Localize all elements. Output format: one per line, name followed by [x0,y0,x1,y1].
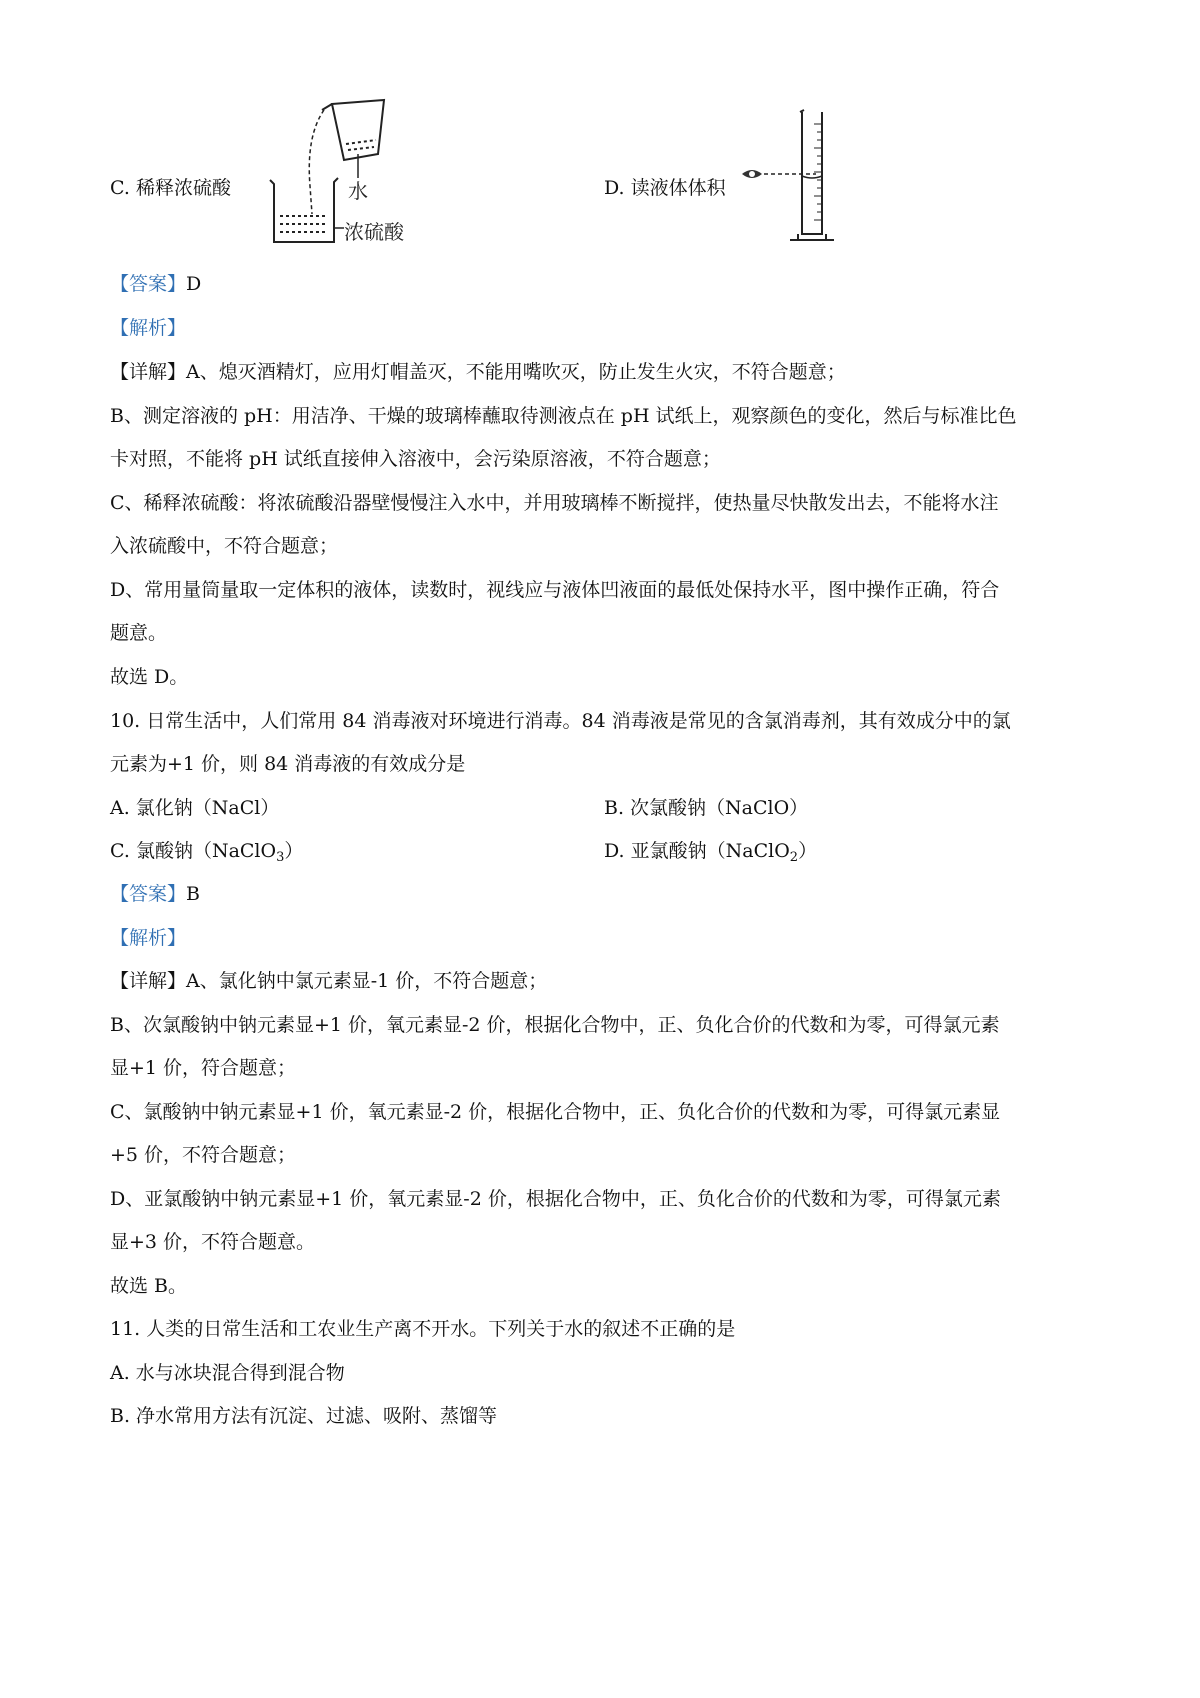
dilution-figure [262,96,412,266]
q9-answer: 【答案】D [110,273,202,295]
q10-analysis-tag: 【解析】 [110,927,187,949]
graduated-cylinder-icon [790,110,834,240]
q9-detail-6: 题意。 [110,622,168,644]
q10-option-a: A. 氯化钠（NaCl） [110,797,280,819]
eye-icon [742,170,762,178]
q10-detail-6: 显+3 价，不符合题意。 [110,1231,316,1253]
q10-answer: 【答案】B [110,883,200,905]
q10-detail-2: 显+1 价，符合题意； [110,1057,297,1079]
q11-stem: 11. 人类的日常生活和工农业生产离不开水。下列关于水的叙述不正确的是 [110,1318,736,1340]
q10-conclusion: 故选 B。 [110,1275,188,1297]
q10-option-d: D. 亚氯酸钠（NaClO$_2$） [604,840,818,865]
q11-option-b: B. 净水常用方法有沉淀、过滤、吸附、蒸馏等 [110,1405,498,1427]
acid-stream [309,110,324,214]
cylinder-figure [740,108,860,268]
q9-detail-2: 卡对照，不能将 pH 试纸直接伸入溶液中，会污染原溶液，不符合题意； [110,448,721,470]
q9-detail-3: C、稀释浓硫酸：将浓硫酸沿器壁慢慢注入水中，并用玻璃棒不断搅拌，使热量尽快散发出去，不能将水注 [110,492,999,514]
q9-analysis-tag: 【解析】 [110,317,187,339]
beaker-icon [270,178,338,242]
q10-option-b: B. 次氯酸钠（NaClO） [604,797,809,819]
q10-stem-1: 元素为+1 价，则 84 消毒液的有效成分是 [110,753,466,775]
q9-detail-1: B、测定溶液的 pH：用洁净、干燥的玻璃棒蘸取待测液点在 pH 试纸上，观察颜色的变化，然后与标准比色 [110,405,1017,427]
q10-detail-3: C、氯酸钠中钠元素显+1 价，氧元素显-2 价，根据化合物中，正、负化合价的代数和为零，可得氯元素显 [110,1101,1001,1123]
q9-detail-5: D、常用量筒量取一定体积的液体，读数时，视线应与液体凹液面的最低处保持水平，图中操作正确，符合 [110,579,1000,601]
q9-detail-4: 入浓硫酸中，不符合题意； [110,535,339,557]
cylinder-scale [814,124,822,220]
q10-detail-1: B、次氯酸钠中钠元素显+1 价，氧元素显-2 价，根据化合物中，正、负化合价的代数和为零，可得氯元素 [110,1014,1000,1036]
q10-detail-5: D、亚氯酸钠中钠元素显+1 价，氧元素显-2 价，根据化合物中，正、负化合价的代数和为零，可得氯元素 [110,1188,1001,1210]
water-label: 水 [348,179,368,203]
pouring-cup-icon [322,100,384,160]
q11-option-a: A. 水与冰块混合得到混合物 [110,1362,345,1384]
acid-label: 浓硫酸 [344,220,404,244]
q10-stem-0: 10. 日常生活中，人们常用 84 消毒液对环境进行消毒。84 消毒液是常见的含氯消毒剂，其有效成分中的氯 [110,710,1011,732]
q10-detail-4: +5 价，不符合题意； [110,1144,297,1166]
q9-conclusion: 故选 D。 [110,666,189,688]
q10-option-c: C. 氯酸钠（NaClO$_3$） [110,840,304,865]
liquid-surface [802,176,822,178]
q9-option-c: C. 稀释浓硫酸 [110,177,231,199]
q9-detail-0: 【详解】A、熄灭酒精灯，应用灯帽盖灭，不能用嘴吹灭，防止发生火灾，不符合题意； [110,361,846,383]
q10-detail-0: 【详解】A、氯化钠中氯元素显-1 价，不符合题意； [110,970,548,992]
q9-option-d: D. 读液体体积 [604,177,726,199]
